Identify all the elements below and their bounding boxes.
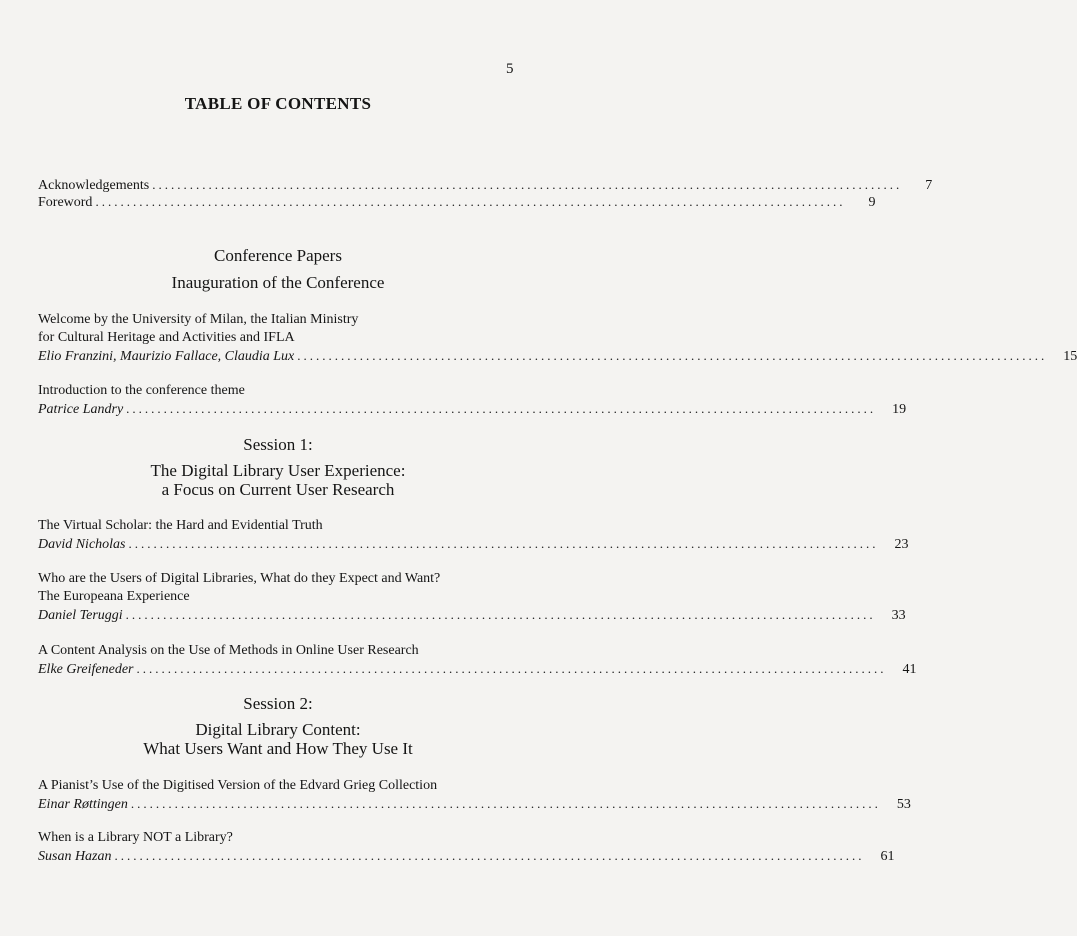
section-heading-conference-papers: Conference Papers <box>214 246 342 265</box>
entry-page-number: 53 <box>896 797 911 812</box>
entry-authors: Elke Greifeneder <box>38 662 134 677</box>
entry-title: Introduction to the conference theme <box>38 383 245 398</box>
page-title: TABLE OF CONTENTS <box>184 94 372 113</box>
dot-leader: ........................................................................................................................ <box>136 661 887 676</box>
toc-entry <box>38 382 907 419</box>
dot-leader: ........................................................................................................................ <box>95 194 846 209</box>
entry-page-number: 19 <box>892 402 907 417</box>
entry-authors: Daniel Teruggi <box>38 608 123 623</box>
dot-leader: ........................................................................................................................ <box>128 536 879 551</box>
entry-authors: David Nicholas <box>38 537 126 552</box>
page-number: 5 <box>506 61 514 77</box>
dot-leader: ........................................................................................................................ <box>126 401 877 416</box>
session-2-title-line-1: Digital Library Content: <box>195 720 361 739</box>
dot-leader: ........................................................................................................................ <box>152 177 903 192</box>
entry-authors: Elio Franzini, Maurizio Fallace, Claudia Lux <box>38 349 295 364</box>
toc-entry <box>38 517 909 554</box>
toc-entry <box>38 570 906 625</box>
dot-leader: ........................................................................................................................ <box>297 348 1048 363</box>
dot-leader: ........................................................................................................................ <box>125 607 876 622</box>
toc-entry <box>38 829 895 866</box>
entry-title: The Virtual Scholar: the Hard and Evidential Truth <box>38 518 323 533</box>
entry-page-number: 7 <box>925 178 933 193</box>
session-2-label: Session 2: <box>243 694 313 713</box>
entry-title: Acknowledgements <box>38 178 150 193</box>
session-1-title-line-1: The Digital Library User Experience: <box>150 461 406 480</box>
entry-title: A Content Analysis on the Use of Methods in Online User Research <box>38 643 419 658</box>
entry-title: Welcome by the University of Milan, the Italian Ministry <box>38 312 359 327</box>
entry-title: A Pianist’s Use of the Digitised Version of the Edvard Grieg Collection <box>38 778 438 793</box>
toc-entry-foreword <box>38 193 876 212</box>
entry-title: for Cultural Heritage and Activities and IFLA <box>38 330 295 345</box>
entry-title: The Europeana Experience <box>38 589 190 604</box>
dot-leader: ........................................................................................................................ <box>114 848 865 863</box>
entry-authors: Einar Røttingen <box>38 797 128 812</box>
entry-title: Foreword <box>38 195 93 210</box>
entry-authors: Susan Hazan <box>38 849 112 864</box>
toc-entry <box>38 311 1077 366</box>
entry-page-number: 61 <box>880 849 895 864</box>
entry-page-number: 9 <box>868 195 876 210</box>
entry-authors: Patrice Landry <box>38 402 124 417</box>
dot-leader: ........................................................................................................................ <box>130 796 881 811</box>
toc-entry <box>38 777 911 814</box>
toc-entry <box>38 642 917 679</box>
entry-title: Who are the Users of Digital Libraries, What do they Expect and Want? <box>38 571 441 586</box>
session-1-label: Session 1: <box>243 435 313 454</box>
session-1-title-line-2: a Focus on Current User Research <box>161 480 395 499</box>
entry-page-number: 33 <box>891 608 906 623</box>
entry-page-number: 41 <box>902 662 917 677</box>
section-heading-inauguration: Inauguration of the Conference <box>171 273 385 292</box>
session-2-title-line-2: What Users Want and How They Use It <box>143 739 413 758</box>
entry-page-number: 23 <box>894 537 909 552</box>
entry-title: When is a Library NOT a Library? <box>38 830 233 845</box>
entry-page-number: 15 <box>1063 349 1077 364</box>
